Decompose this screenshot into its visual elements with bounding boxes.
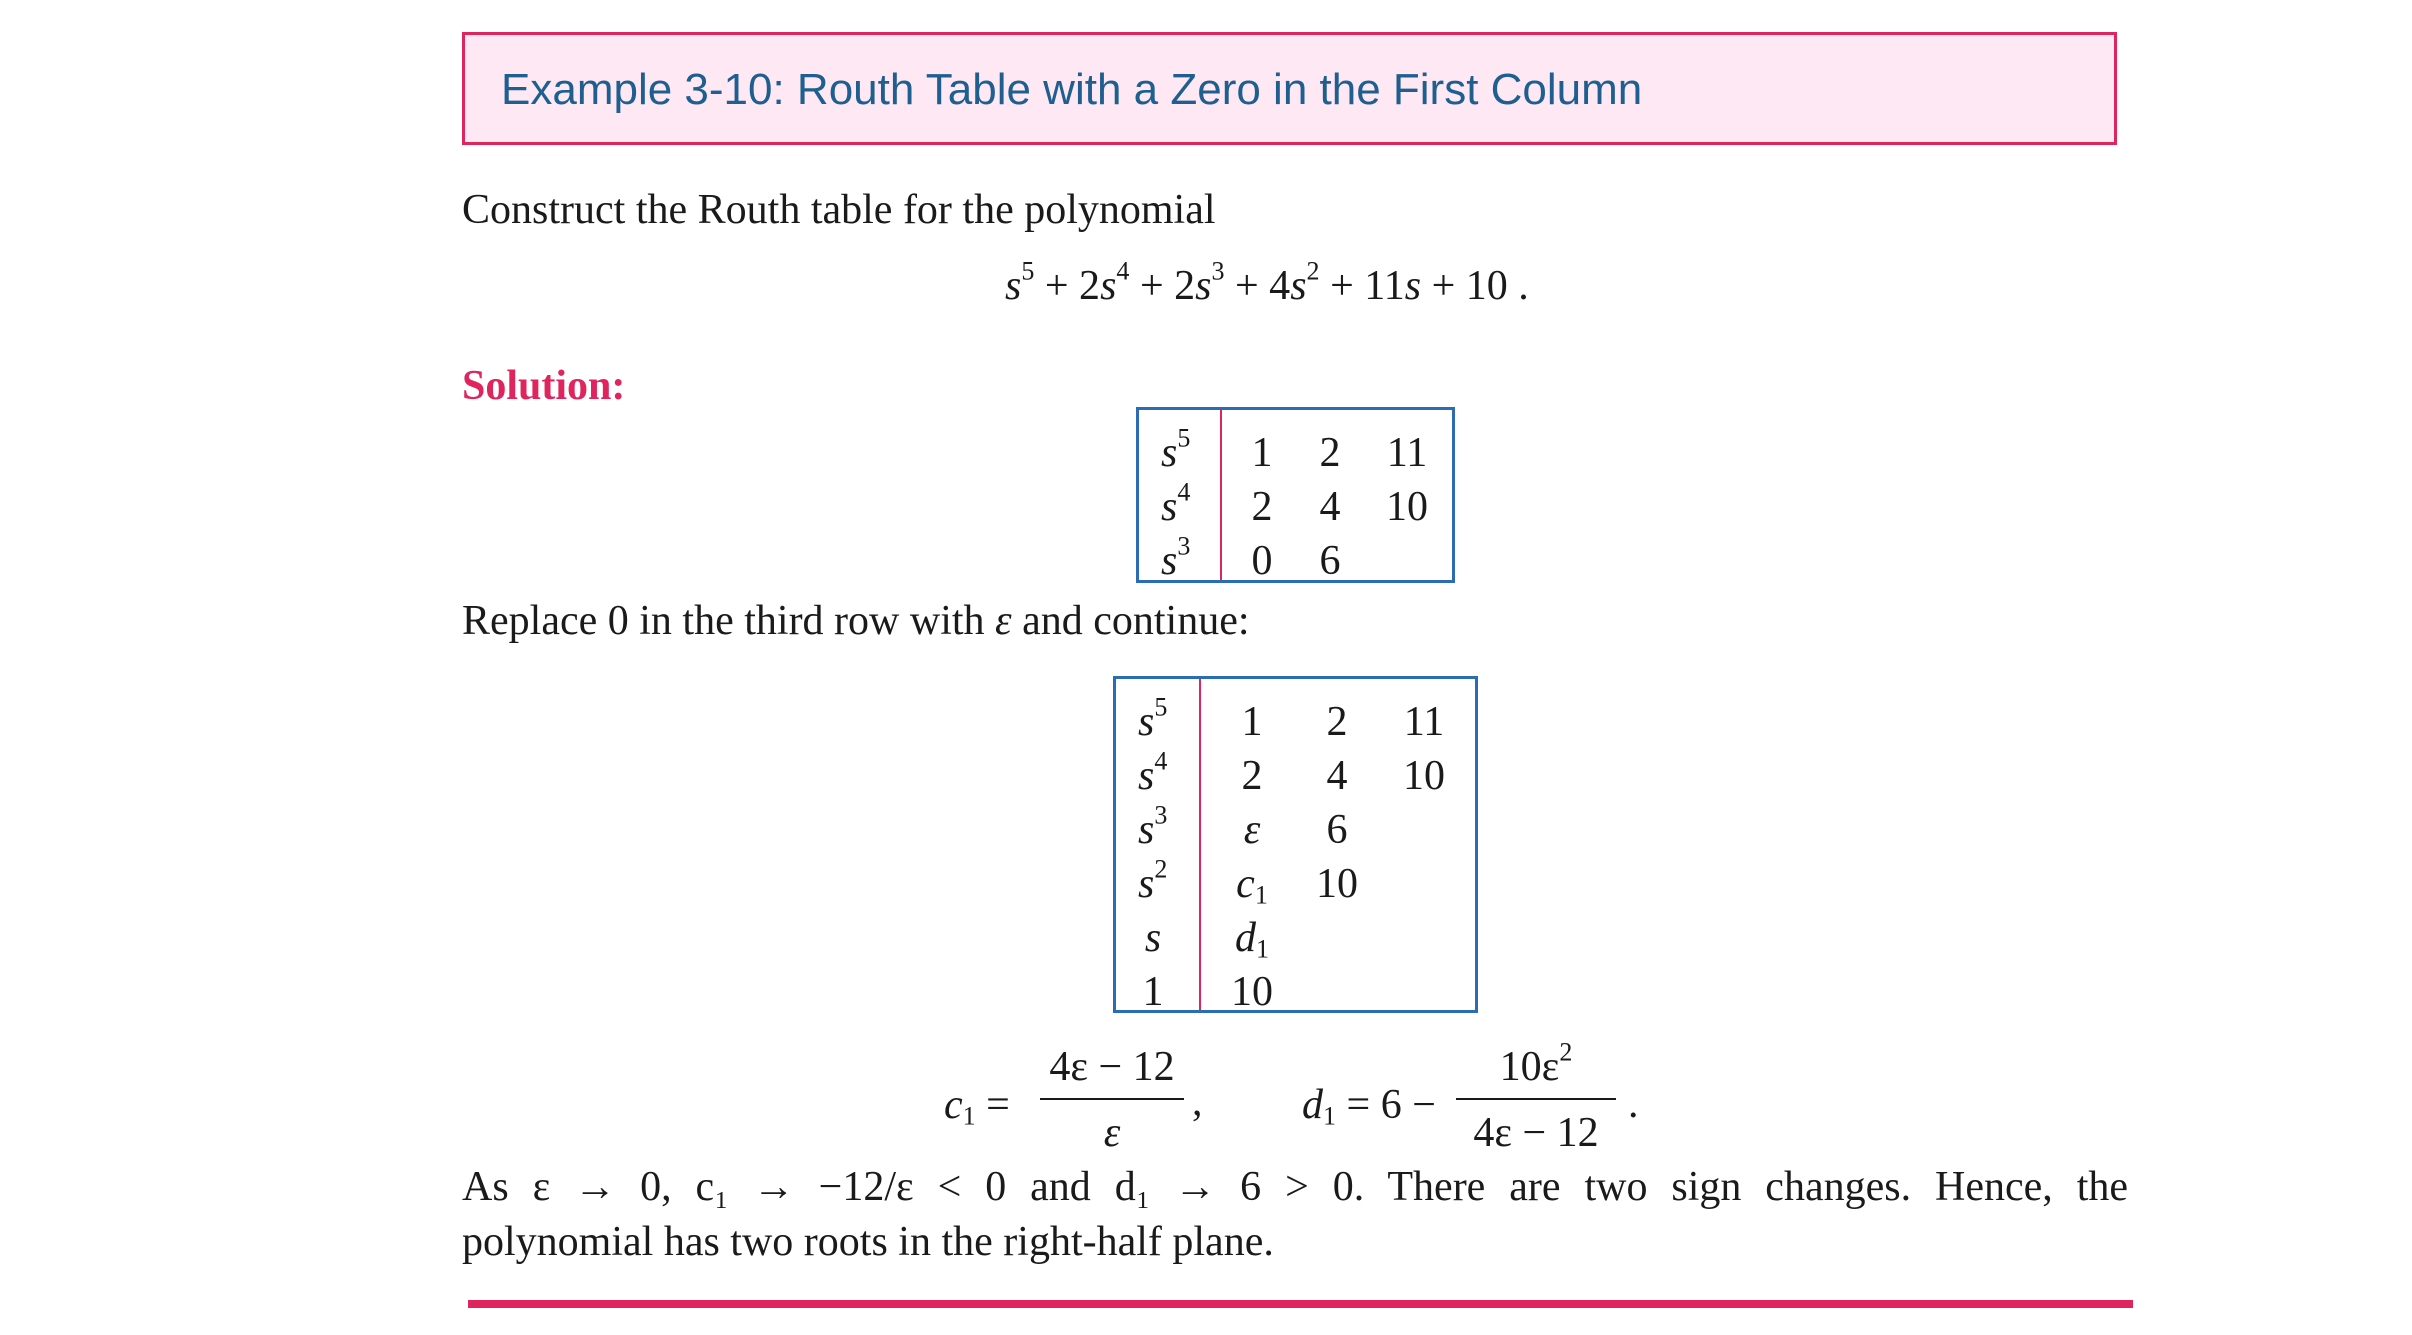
row-label: $s^3$: [1161, 531, 1191, 584]
table-cell: 11: [1403, 699, 1445, 745]
table-cell: 4: [1326, 753, 1348, 799]
d1-lhs: $d_1 = 6$ −: [1302, 1082, 1436, 1131]
c1-fraction: [1040, 1046, 1184, 1154]
d1-denominator: 4ε − 12: [1473, 1110, 1599, 1156]
table-cell: 4: [1319, 484, 1341, 530]
table-cell: 10: [1386, 484, 1428, 530]
table-cell: 2: [1326, 699, 1348, 745]
row-label: $s^2$: [1138, 854, 1168, 907]
table-cell: 1: [1251, 430, 1273, 476]
table-cell: 2: [1241, 753, 1263, 799]
example-title-box: [462, 32, 2117, 145]
polynomial-expression: $s^5 + 2s^4 + 2s^3 + 4s^2 + 11s + 10$ .: [1005, 256, 1529, 309]
bottom-rule: [468, 1300, 2133, 1308]
fraction-bar: [1456, 1098, 1616, 1100]
example-title: Example 3-10: Routh Table with a Zero in the First Column: [501, 65, 1643, 114]
row-label: $s^4$: [1138, 746, 1168, 799]
table-divider: [1199, 679, 1201, 1010]
solution-label: Solution:: [462, 363, 626, 409]
routh-table-completed: [1113, 676, 1478, 1013]
period: .: [1628, 1081, 1639, 1127]
table-cell: 6: [1319, 538, 1341, 584]
conclusion-line-2: polynomial has two roots in the right-half plane.: [462, 1219, 1274, 1265]
table-cell-c1: $c_1$: [1236, 861, 1268, 910]
table-cell: 2: [1319, 430, 1341, 476]
table-cell-epsilon: ε: [1243, 807, 1261, 853]
routh-table-initial: [1136, 407, 1455, 583]
row-label: $s^5$: [1161, 423, 1191, 476]
d1-numerator: $10\varepsilon^2$: [1499, 1037, 1573, 1090]
row-label: 1: [1142, 969, 1164, 1015]
table-cell: 2: [1251, 484, 1273, 530]
table-cell: 6: [1326, 807, 1348, 853]
comma: ,: [1192, 1079, 1203, 1125]
c1-numerator: 4ε − 12: [1049, 1044, 1175, 1090]
table-cell-d1: $d_1$: [1234, 915, 1269, 964]
conclusion-line-1: As ε → 0, c₁ → −12/ε < 0 and d₁ → 6 > 0. There are two sign changes. Hence, the: [462, 1164, 2128, 1210]
table-cell: 0: [1251, 538, 1273, 584]
table-cell: 10: [1403, 753, 1445, 799]
table-divider: [1220, 410, 1222, 580]
table-cell: 10: [1231, 969, 1273, 1015]
fraction-bar: [1040, 1098, 1184, 1100]
row-label: $s^3$: [1138, 800, 1168, 853]
row-label: $s^4$: [1161, 477, 1191, 530]
table-cell: 1: [1241, 699, 1263, 745]
row-label: $s^5$: [1138, 692, 1168, 745]
c1-denominator: ε: [1103, 1110, 1121, 1156]
intro-text: Construct the Routh table for the polynomial: [462, 187, 1216, 233]
d1-fraction: [1456, 1037, 1616, 1156]
row-label: s: [1144, 915, 1162, 961]
table-cell: 10: [1316, 861, 1358, 907]
table-cell: 11: [1386, 430, 1428, 476]
c1-lhs: $c_1$ =: [944, 1082, 1010, 1131]
replace-instruction: Replace 0 in the third row with ε and continue:: [462, 598, 1250, 644]
